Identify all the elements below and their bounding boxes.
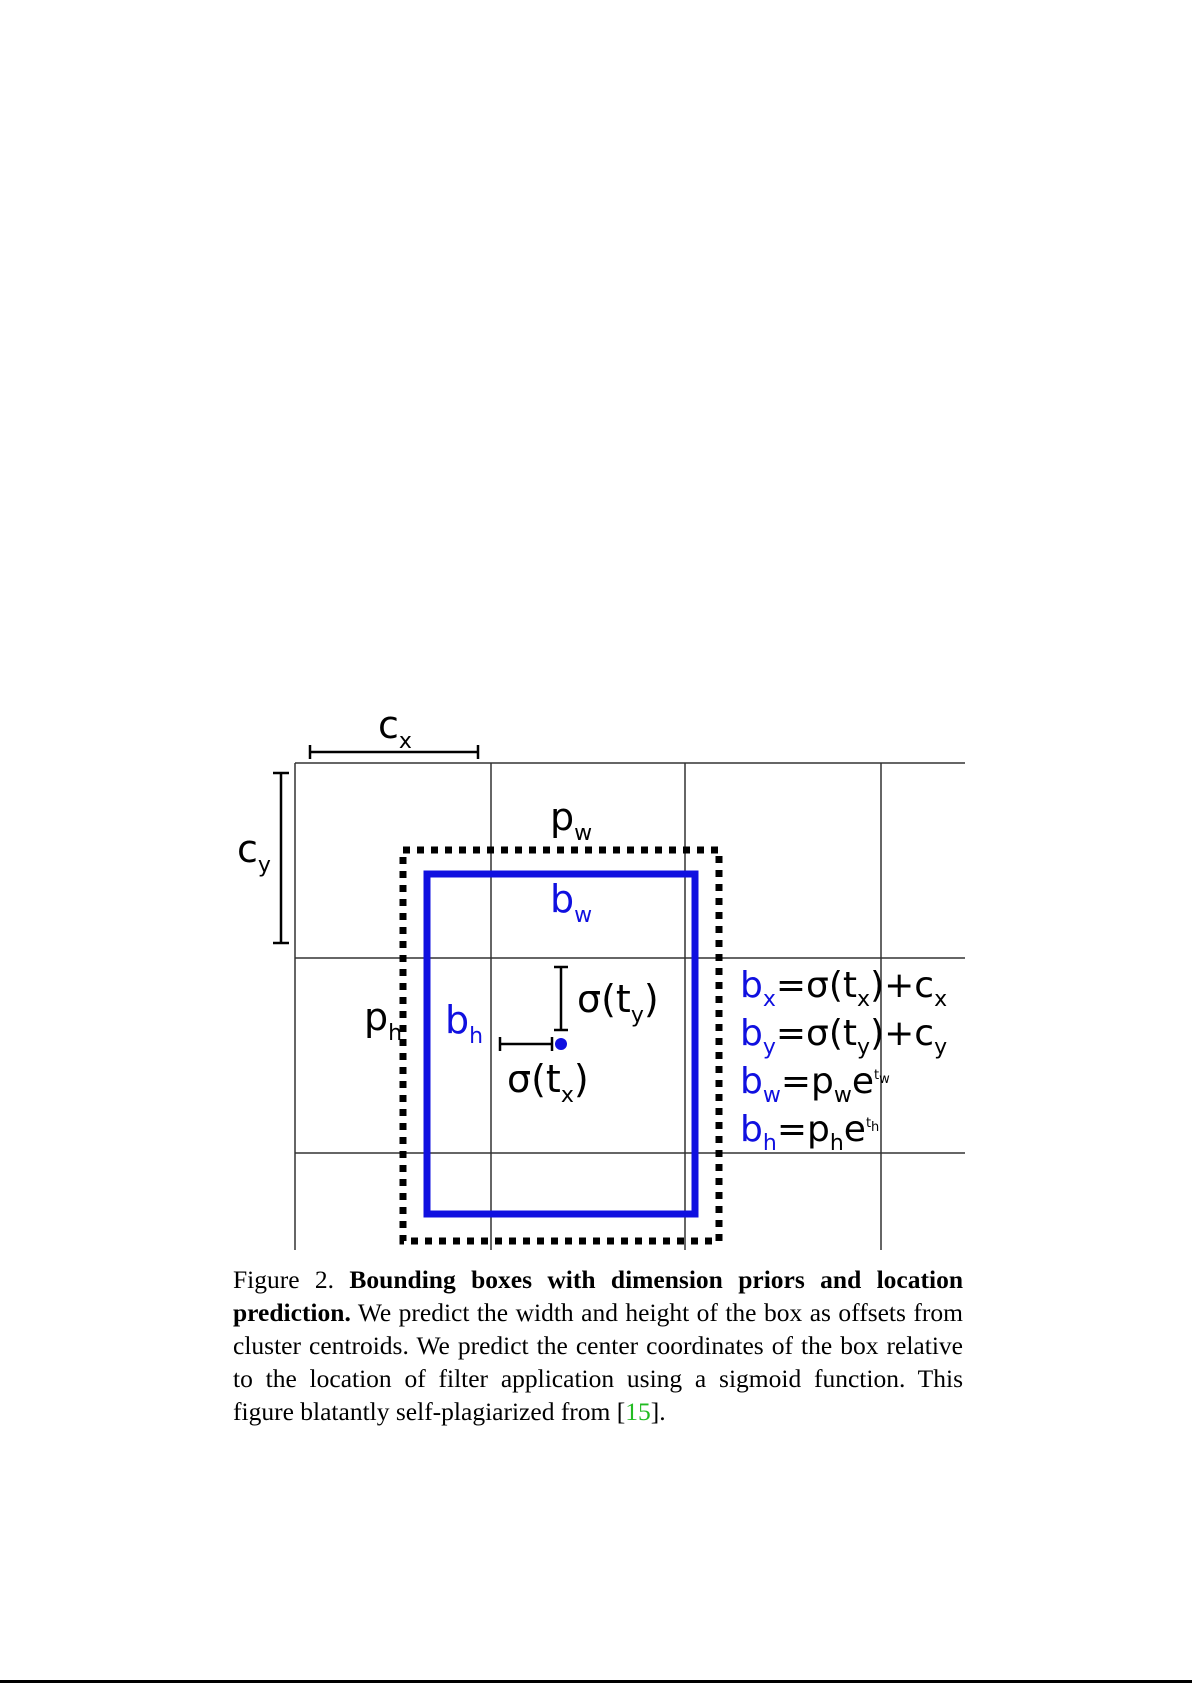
caption-title: Bounding boxes with dimension priors and location prediction. [233, 1265, 964, 1327]
caption-label: Figure 2. [233, 1265, 335, 1294]
sigma-tx-bracket [500, 1037, 552, 1051]
sigma-ty-label: $\sigma(t_y)$ [577, 977, 659, 1028]
equation-bw: $b_w=p_we^tw$ [740, 1061, 890, 1108]
caption-body: We predict the width and height of the box as offsets from cluster centroids. We predict the center coordinates of the box relative to the location of filter application using a sigmoid function. This figure blatantly self-plagiarized from [ [233, 1298, 963, 1426]
sigma-tx-label: $\sigma(t_x)$ [507, 1057, 589, 1108]
cy-bracket [273, 773, 289, 943]
bw-label: $b_w$ [550, 877, 593, 928]
ph-label: $p_h$ [364, 995, 403, 1046]
equation-by: $b_y=\sigma(t_y)+c_y$ [740, 1013, 948, 1060]
sigma-ty-bracket [554, 967, 568, 1030]
bottom-rule [0, 1680, 1192, 1683]
bh-label: $b_h$ [445, 998, 484, 1049]
figure-caption [233, 1263, 963, 1428]
equation-bx: $b_x=\sigma(t_x)+c_x$ [740, 965, 948, 1012]
cx-bracket [310, 745, 478, 759]
cy-label: $c_y$ [237, 827, 271, 878]
pw-label: $p_w$ [550, 795, 593, 846]
predicted-center-point [555, 1038, 567, 1050]
citation-link[interactable]: 15 [625, 1397, 651, 1426]
cx-label: $c_x$ [378, 703, 412, 754]
caption-end: ]. [650, 1397, 666, 1426]
equation-bh: $b_h=p_he^th$ [740, 1109, 880, 1156]
